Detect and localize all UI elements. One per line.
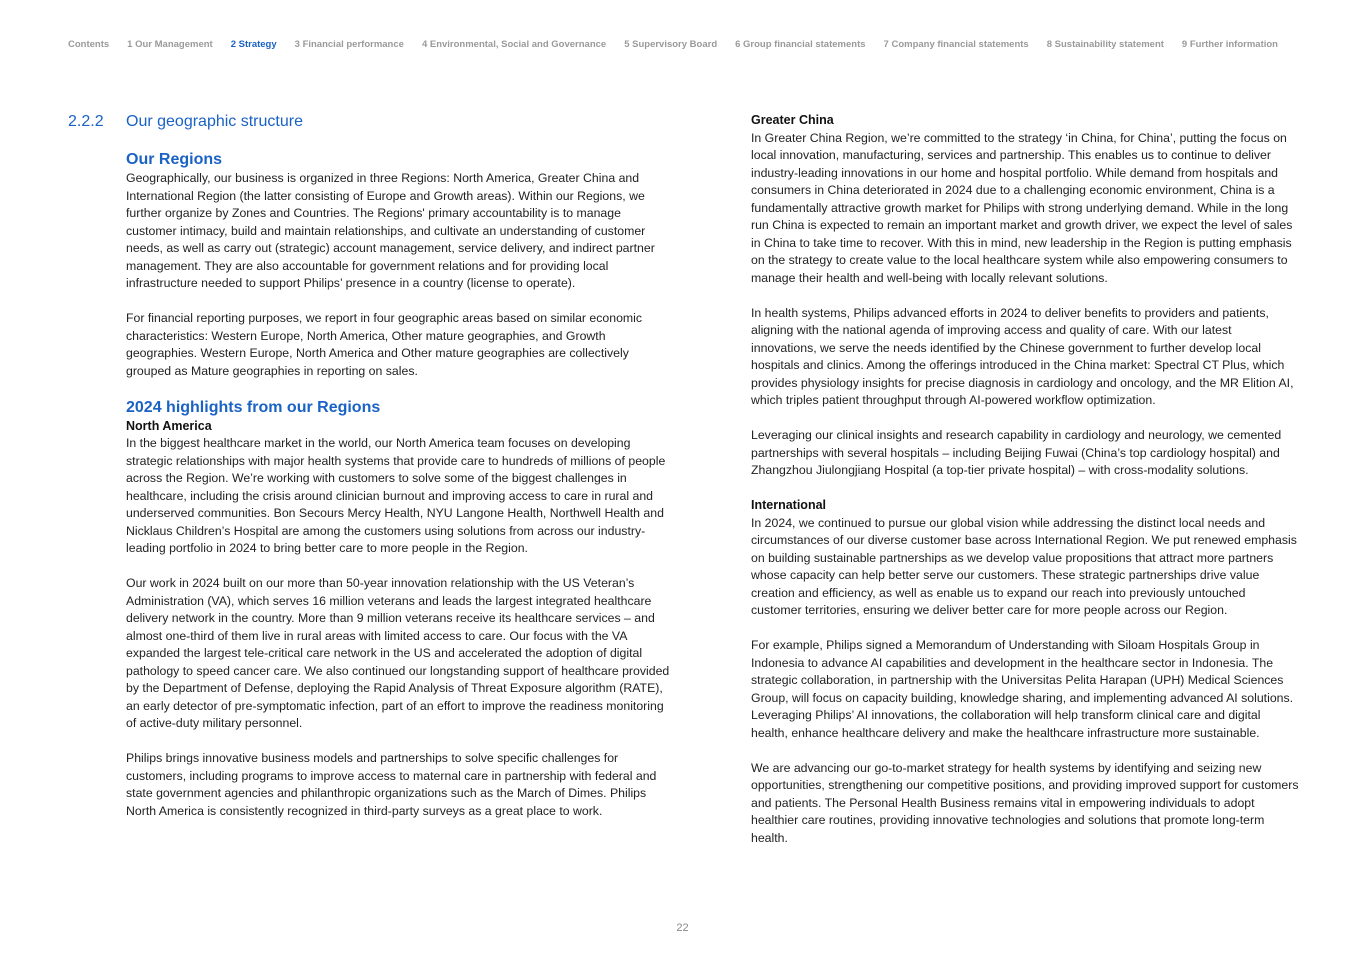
paragraph: For financial reporting purposes, we report in four geographic areas based on similar economic characteristics: Western Europe, North America, Other mature geographies, and Growth geographies. Western Europe, North America and Other mature geographies are collectively grouped as Mature geographies in reporting on sales. — [126, 311, 643, 378]
paragraph: We are advancing our go-to-market strategy for health systems by identifying and seizing new opportunities, strengthening our competitive positions, and providing improved support for customers and patients. The Personal Health Business remains vital in empowering individuals to adopt healthier care routines, providing innovative technologies and solutions that promote long-term health. — [751, 760, 1299, 845]
right-column — [751, 112, 1299, 865]
nav-strategy[interactable]: 2 Strategy — [230, 39, 277, 50]
paragraph: For example, Philips signed a Memorandum of Understanding with Siloam Hospitals Group in Indonesia to advance AI capabilities and development in the healthcare sector in Indonesia. The strategic collaboration, in partnership with the Universitas Pelita Harapan (UPH) Medical Sciences Group, will focus on capacity building, knowledge sharing, and implementing advanced AI solutions. Leveraging Philips’ AI innovations, the collaboration will help transform clinical care and digital health, enhance healthcare delivery and make the healthcare infrastructure more sustainable. — [751, 638, 1294, 740]
nav-esg[interactable]: 4 Environmental, Social and Governance — [421, 39, 607, 50]
greater-china-heading: Greater China — [751, 113, 834, 127]
page-number: 22 — [676, 922, 689, 934]
international-heading: International — [751, 498, 827, 512]
nav-supervisory-board[interactable]: 5 Supervisory Board — [624, 39, 718, 50]
nav-financial-performance[interactable]: 3 Financial performance — [294, 39, 404, 50]
section-number: 2.2.2 — [68, 113, 104, 130]
paragraph: In health systems, Philips advanced efforts in 2024 to deliver benefits to providers and patients, aligning with the national agenda of improving access and quality of care. With our latest innovations, we serve the needs identified by the Chinese government to further develop local hospitals and clinics. Among the offerings introduced in the China market: Spectral CT Plus, which provides physiology insights for precise diagnosis in cardiology and oncology, and the MR Elition AI, which triples patient throughput through AI-powered workflow optimization. — [751, 305, 1294, 407]
nav-company-financial-statements[interactable]: 7 Company financial statements — [883, 39, 1029, 50]
nav-sustainability-statement[interactable]: 8 Sustainability statement — [1046, 39, 1164, 50]
nav-group-financial-statements[interactable]: 6 Group financial statements — [735, 39, 866, 50]
paragraph: In 2024, we continued to pursue our global vision while addressing the distinct local needs and circumstances of our diverse customer base across International Region. We put renewed emphasis on building sustainable partnerships as we develop value propositions that attract more partners whose capacity can help better serve our customers. These strategic partnerships drive value creation and efficiency, as well as enable us to expand our reach into previously untouched customer territories, ensuring we deliver better care for more people across our Region. — [751, 515, 1297, 617]
regions-heading: Our Regions — [126, 151, 223, 168]
paragraph: Philips brings innovative business models and partnerships to solve specific challenges for customers, including programs to improve access to maternal care in partnership with federal and state government agencies and philanthropic organizations such as the March of Dimes. Philips North America is consistently recognized in third-party surveys as a great place to work. — [126, 751, 657, 818]
paragraph: In Greater China Region, we’re committed to the strategy ‘in China, for China’, putting the focus on local innovation, manufacturing, services and partnership. This enables us to continue to deliver industry-leading innovations in our home and hospital portfolio. While demand from hospitals and consumers in China deteriorated in 2024 due to a challenging economic environment, China is a fundamentally attractive growth market for Philips with strong underlying demand. While in the long run China is expected to remain an important market and growth driver, we expect the level of sales in China to take time to recover. With this in mind, new leadership in the Region is putting emphasis on the strategy to create value to the local healthcare system while also empowering consumers to manage their health and well-being with locally relevant solutions. — [751, 130, 1293, 285]
nav-contents[interactable]: Contents — [68, 39, 110, 50]
paragraph: Our work in 2024 built on our more than 50-year innovation relationship with the US Veteran’s Administration (VA), which serves 16 million veterans and leads the largest integrated healthcare delivery network in the country. More than 9 million veterans receive its healthcare services – and almost one-third of them live in rural areas with limited access to care. Our focus with the VA expanded the largest tele-critical care network in the US and accelerated the adoption of digital pathology to speed cancer care. We also continued our longstanding support of healthcare provided by the Department of Defense, deploying the Rapid Analysis of Threat Exposure algorithm (RATE), an early detector of pre-symptomatic infection, part of an effort to improve the readiness monitoring of active-duty military personnel. — [126, 576, 670, 730]
section-title: Our geographic structure — [126, 113, 303, 130]
paragraph: Geographically, our business is organized in three Regions: North America, Greater China and International Region (the latter consisting of Europe and Growth areas). Within our Regions, we further organize by Zones and Countries. The Regions' primary accountability is to manage customer intimacy, build and maintain relationships, and cultivate an understanding of customer needs, as well as carry out (strategic) account management, service delivery, and indirect partner management. They are also accountable for government relations and for providing local infrastructure needed to support Philips’ presence in a country (license to operate). — [126, 171, 655, 290]
nav-our-management[interactable]: 1 Our Management — [127, 39, 213, 50]
paragraph: Leveraging our clinical insights and research capability in cardiology and neurology, we cemented partnerships with several hospitals – including Beijing Fuwai (China’s top cardiology hospital) and Zhangzhou Jiulongjiang Hospital (a top-tier private hospital) – with cross-modality solutions. — [751, 428, 1282, 477]
highlights-heading: 2024 highlights from our Regions — [126, 398, 381, 416]
north-america-heading: North America — [126, 418, 212, 433]
section-heading — [68, 113, 303, 131]
top-navigation — [68, 39, 1296, 50]
paragraph: In the biggest healthcare market in the world, our North America team focuses on developing strategic relationships with major health systems that provide care to hundreds of millions of people across the Region. We’re working with customers to solve some of the biggest challenges in healthcare, including the crisis around clinician burnout and improving access to care in rural and underserved communities. Bon Secours Mercy Health, NYU Langone Health, Northwell Health and Nicklaus Children’s Hospital are among the customers using solutions from across our industry-leading portfolio in 2024 to bring better care to more people in the Region. — [126, 436, 666, 555]
left-column — [126, 150, 674, 838]
nav-further-information[interactable]: 9 Further information — [1181, 39, 1278, 50]
